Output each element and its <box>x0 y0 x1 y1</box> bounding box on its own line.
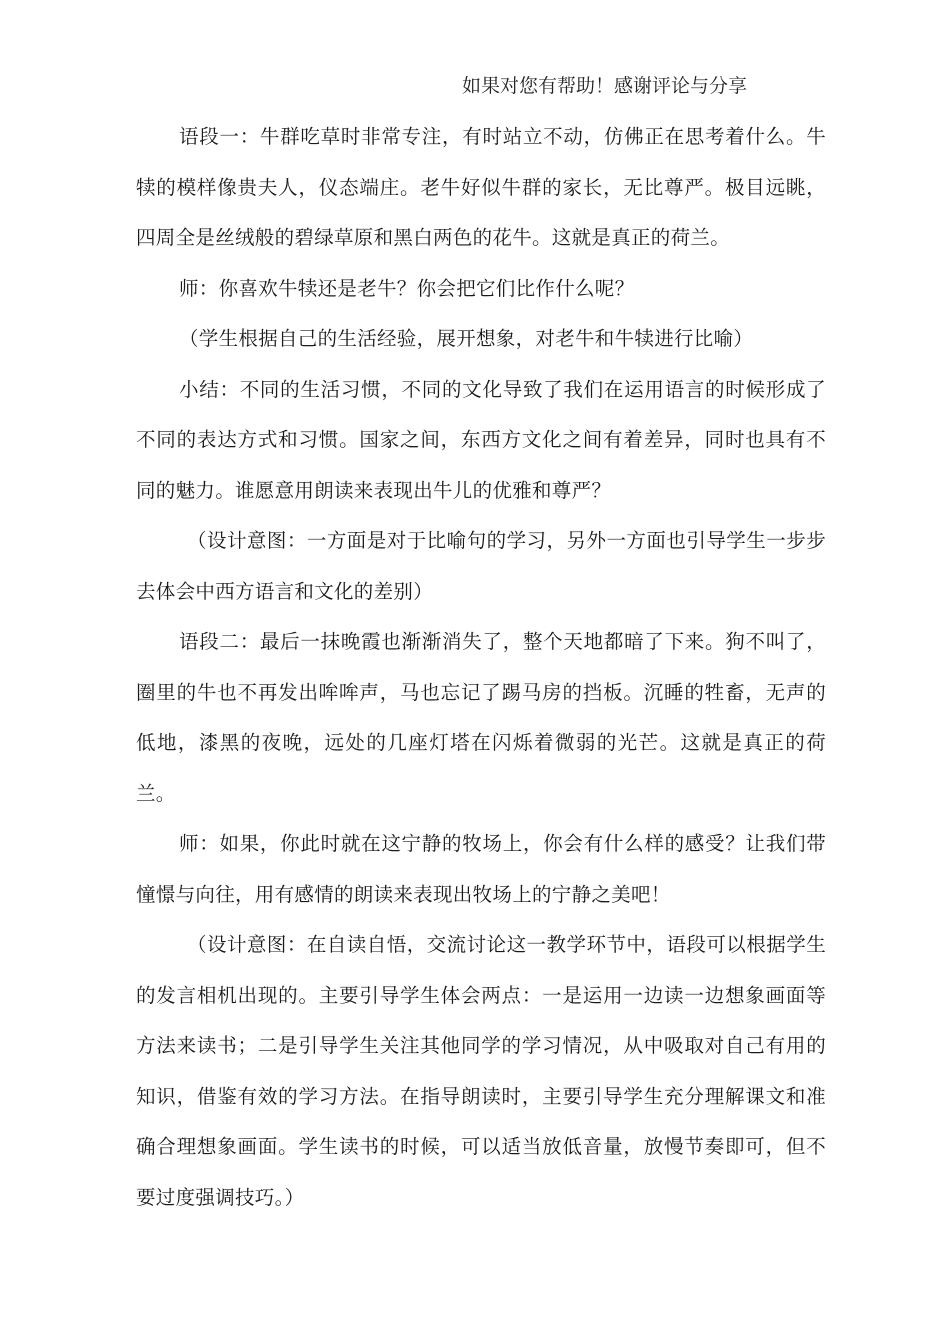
header-note: 如果对您有帮助！感谢评论与分享 <box>462 75 748 97</box>
paragraph-design-intent-one: （设计意图：一方面是对于比喻句的学习，另外一方面也引导学生一步步去体会中西方语言和文化的差别） <box>136 529 826 603</box>
paragraph-student-activity: （学生根据自己的生活经验，展开想象，对老牛和牛犊进行比喻） <box>179 327 754 350</box>
paragraph-teacher-question-one: 师：你喜欢牛犊还是老牛？你会把它们比作什么呢？ <box>179 276 635 300</box>
paragraph-passage-one: 语段一：牛群吃草时非常专注，有时站立不动，仿佛正在思考着什么。牛犊的模样像贵夫人，仪态端庄。老牛好似牛群的家长，无比尊严。极目远眺，四周全是丝绒般的碧绿草原和黑白两色的花牛。这就是真正的荷兰。 <box>136 125 826 249</box>
paragraph-summary: 小结：不同的生活习惯，不同的文化导致了我们在运用语言的时候形成了不同的表达方式和习惯。国家之间，东西方文化之间有着差异，同时也具有不同的魅力。谁愿意用朗读来表现出牛儿的优雅和尊严？ <box>136 377 826 502</box>
paragraph-teacher-question-two: 师：如果，你此时就在这宁静的牧场上，你会有什么样的感受？让我们带憧憬与向往，用有感情的朗读来表现出牧场上的宁静之美吧！ <box>136 832 826 906</box>
paragraph-passage-two: 语段二：最后一抹晚霞也渐渐消失了，整个天地都暗了下来。狗不叫了，圈里的牛也不再发出哞哞声，马也忘记了踢马房的挡板。沉睡的牲畜，无声的低地，漆黑的夜晚，远处的几座灯塔在闪烁着微弱的光芒。这就是真正的荷兰。 <box>136 630 826 805</box>
paragraph-design-intent-two: （设计意图：在自读自悟，交流讨论这一教学环节中，语段可以根据学生的发言相机出现的。主要引导学生体会两点：一是运用一边读一边想象画面等方法来读书；二是引导学生关注其他同学的学习情况，从中吸取对自己有用的知识，借鉴有效的学习方法。在指导朗读时，主要引导学生充分理解课文和准确合理想象画面。学生读书的时候，可以适当放低音量，放慢节奏即可，但不要过度强调技巧。） <box>136 933 826 1209</box>
document-body <box>136 112 826 1223</box>
